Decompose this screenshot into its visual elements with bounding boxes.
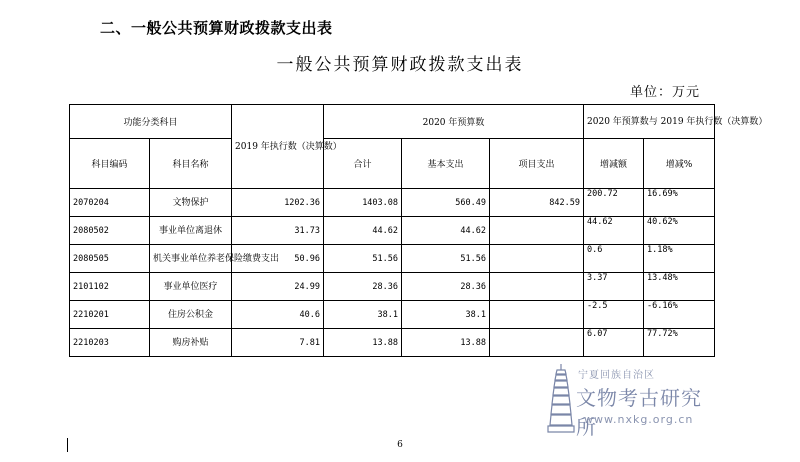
cell-change-percent: 13.48% bbox=[644, 273, 715, 301]
header-functional-category: 功能分类科目 bbox=[70, 105, 232, 139]
cell-subject-name: 机关事业单位养老保险缴费支出 bbox=[150, 245, 232, 273]
cell-subject-name: 购房补贴 bbox=[150, 329, 232, 357]
cell-subject-code: 2080502 bbox=[70, 217, 150, 245]
cell-change-percent: 1.18% bbox=[644, 245, 715, 273]
cell-subject-name: 住房公积金 bbox=[150, 301, 232, 329]
cell-subject-code: 2210203 bbox=[70, 329, 150, 357]
page-number: 6 bbox=[397, 440, 403, 450]
header-comparison: 2020 年预算数与 2019 年执行数（决算数） bbox=[584, 105, 715, 139]
watermark bbox=[546, 362, 716, 439]
cell-basic: 51.56 bbox=[402, 245, 490, 273]
header-budget-2020: 2020 年预算数 bbox=[324, 105, 584, 139]
cell-basic: 38.1 bbox=[402, 301, 490, 329]
cell-total: 28.36 bbox=[324, 273, 402, 301]
cell-change-amount: 200.72 bbox=[584, 189, 644, 217]
table-row bbox=[70, 245, 715, 273]
cell-change-percent: -6.16% bbox=[644, 301, 715, 329]
cell-basic: 560.49 bbox=[402, 189, 490, 217]
header-execution-2019: 2019 年执行数（决算数） bbox=[232, 105, 324, 189]
table-row bbox=[70, 273, 715, 301]
cell-total: 44.62 bbox=[324, 217, 402, 245]
cell-execution-2019: 31.73 bbox=[232, 217, 324, 245]
cell-change-amount: 6.07 bbox=[584, 329, 644, 357]
cell-project bbox=[490, 217, 584, 245]
cell-subject-code: 2080505 bbox=[70, 245, 150, 273]
cell-subject-name: 事业单位医疗 bbox=[150, 273, 232, 301]
cell-subject-code: 2210201 bbox=[70, 301, 150, 329]
cell-execution-2019: 7.81 bbox=[232, 329, 324, 357]
watermark-url: www.nxkg.org.cn bbox=[584, 413, 694, 426]
cell-execution-2019: 24.99 bbox=[232, 273, 324, 301]
cell-basic: 44.62 bbox=[402, 217, 490, 245]
cell-change-amount: -2.5 bbox=[584, 301, 644, 329]
watermark-region: 宁夏回族自治区 bbox=[578, 370, 655, 381]
header-change-percent: 增减% bbox=[644, 139, 715, 189]
cell-execution-2019: 1202.36 bbox=[232, 189, 324, 217]
cell-change-percent: 40.62% bbox=[644, 217, 715, 245]
cell-execution-2019: 50.96 bbox=[232, 245, 324, 273]
cell-subject-code: 2101102 bbox=[70, 273, 150, 301]
cell-execution-2019: 40.6 bbox=[232, 301, 324, 329]
cell-project: 842.59 bbox=[490, 189, 584, 217]
header-subject-code: 科目编码 bbox=[70, 139, 150, 189]
budget-table bbox=[69, 104, 768, 357]
cell-basic: 28.36 bbox=[402, 273, 490, 301]
header-basic-expenditure: 基本支出 bbox=[402, 139, 490, 189]
header-project-expenditure: 项目支出 bbox=[490, 139, 584, 189]
cell-subject-code: 2070204 bbox=[70, 189, 150, 217]
header-subject-name: 科目名称 bbox=[150, 139, 232, 189]
table-row bbox=[70, 217, 715, 245]
cell-basic: 13.88 bbox=[402, 329, 490, 357]
table-row bbox=[70, 329, 715, 357]
table-row bbox=[70, 301, 715, 329]
cell-subject-name: 文物保护 bbox=[150, 189, 232, 217]
cell-project bbox=[490, 329, 584, 357]
cell-total: 51.56 bbox=[324, 245, 402, 273]
document-title: 一般公共预算财政拨款支出表 bbox=[276, 55, 524, 75]
header-total: 合计 bbox=[324, 139, 402, 189]
cell-total: 1403.08 bbox=[324, 189, 402, 217]
pagoda-icon bbox=[546, 362, 576, 434]
cell-total: 13.88 bbox=[324, 329, 402, 357]
unit-label: 单位：万元 bbox=[629, 85, 700, 100]
watermark-institute: 文物考古研究所 bbox=[576, 386, 702, 439]
cell-subject-name: 事业单位离退休 bbox=[150, 217, 232, 245]
cell-change-amount: 0.6 bbox=[584, 245, 644, 273]
cell-change-amount: 3.37 bbox=[584, 273, 644, 301]
cell-project bbox=[490, 301, 584, 329]
header-change-amount: 增减额 bbox=[584, 139, 644, 189]
table-row bbox=[70, 189, 715, 217]
cell-change-percent: 16.69% bbox=[644, 189, 715, 217]
cell-change-percent: 77.72% bbox=[644, 329, 715, 357]
cell-project bbox=[490, 273, 584, 301]
cell-total: 38.1 bbox=[324, 301, 402, 329]
section-heading: 二、一般公共预算财政拨款支出表 bbox=[100, 19, 333, 37]
cell-project bbox=[490, 245, 584, 273]
cell-change-amount: 44.62 bbox=[584, 217, 644, 245]
